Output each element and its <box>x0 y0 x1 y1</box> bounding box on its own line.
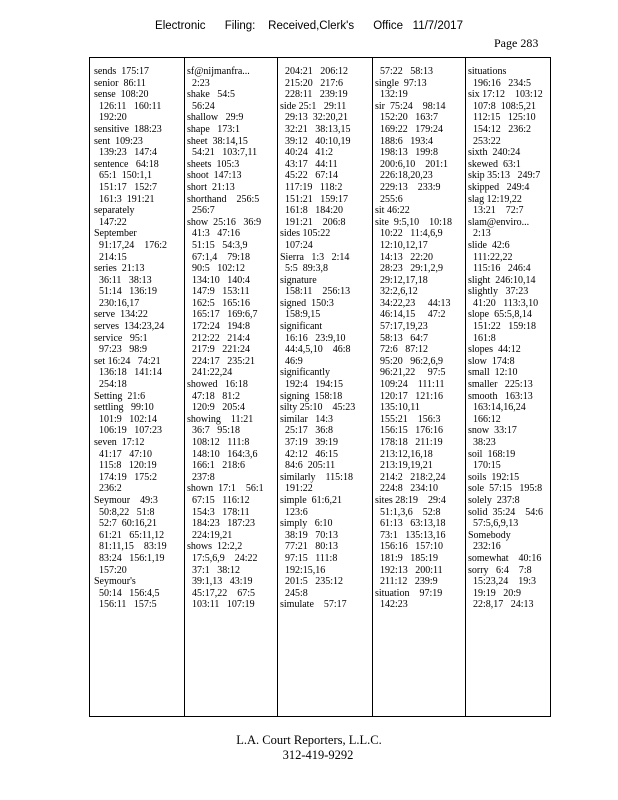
index-entry: 188:6 193:4 <box>375 135 434 147</box>
index-entry: 135:10,11 <box>375 402 420 414</box>
index-entry: signing 158:18 <box>280 390 343 402</box>
index-entry: 147:9 153:11 <box>187 286 250 298</box>
index-entry: signature <box>280 274 317 286</box>
index-entry: 108:12 111:8 <box>187 437 250 448</box>
index-entry: 154:12 236:2 <box>468 123 532 135</box>
index-entry: slope 65:5,8,14 <box>468 309 532 321</box>
index-entry: 13:21 72:7 <box>468 205 524 217</box>
index-entry: 241:22,24 <box>187 367 233 379</box>
index-entry: 158:11 256:13 <box>280 286 351 298</box>
index-entry: 95:20 96:2,6,9 <box>375 355 444 367</box>
index-entry: 45:17,22 67:5 <box>187 587 256 599</box>
index-entry: similar 14:3 <box>280 413 334 425</box>
index-entry: 181:9 185:19 <box>375 552 439 564</box>
index-entry: 97:15 111:8 <box>280 552 338 564</box>
index-entry: 204:21 206:12 <box>280 66 349 77</box>
index-entry: 2:23 <box>187 77 210 89</box>
index-entry: slight 246:10,14 <box>468 274 536 286</box>
index-entry: side 25:1 29:11 <box>280 100 347 112</box>
index-entry: 56:24 <box>187 100 215 112</box>
index-entry: short 21:13 <box>187 181 235 193</box>
index-entry: 120:17 121:16 <box>375 390 444 402</box>
index-entry: 50:8,22 51:8 <box>94 506 155 518</box>
index-entry: 224:8 234:10 <box>375 483 439 495</box>
index-entry: solely 237:8 <box>468 494 520 506</box>
index-entry: 166:12 <box>468 413 501 425</box>
index-entry: shown 17:1 56:1 <box>187 483 264 495</box>
index-entry: silty 25:10 45:23 <box>280 402 356 414</box>
index-entry: Seymour's <box>94 576 136 588</box>
index-entry: 41:3 47:16 <box>187 228 241 240</box>
index-entry: small 12:10 <box>468 367 518 379</box>
index-entry: 109:24 111:11 <box>375 379 445 391</box>
index-entry: 232:16 <box>468 541 501 553</box>
index-entry: shows 12:2,2 <box>187 541 243 553</box>
index-entry: service 95:1 <box>94 332 148 344</box>
index-entry: 106:19 107:23 <box>94 425 163 437</box>
index-column-4 <box>375 58 465 716</box>
index-entry: 157:20 <box>94 564 127 576</box>
index-entry: 46:9 <box>280 355 303 367</box>
index-entry: sides 105:22 <box>280 228 331 240</box>
index-entry: 36:7 95:18 <box>187 425 241 437</box>
index-entry: 22:8,17 24:13 <box>468 599 534 611</box>
index-entry: somewhat 40:16 <box>468 552 542 564</box>
index-entry: situation 97:19 <box>375 587 443 599</box>
index-entry: sorry 6:4 7:8 <box>468 564 532 576</box>
court-reporter-name: L.A. Court Reporters, L.L.C. <box>236 733 382 747</box>
index-entry: 151:22 159:18 <box>468 321 537 333</box>
index-entry: sites 28:19 29:4 <box>375 494 446 506</box>
index-entry: show 25:16 36:9 <box>187 216 262 228</box>
index-entry: 201:5 235:12 <box>280 576 344 588</box>
index-entry: 57:22 58:13 <box>375 66 434 77</box>
index-entry: similarly 115:18 <box>280 471 353 483</box>
index-entry: sheets 105:3 <box>187 158 240 170</box>
index-entry: 134:10 140:4 <box>187 274 251 286</box>
index-entry: 90:5 102:12 <box>187 263 246 275</box>
index-entry: 12:10,12,17 <box>375 239 428 251</box>
index-entry: 54:21 103:7,11 <box>187 147 258 159</box>
index-entry: 161:8 184:20 <box>280 205 344 217</box>
index-entry: 16:16 23:9,10 <box>280 332 346 344</box>
index-entry: settling 99:10 <box>94 402 154 414</box>
index-entry: smooth 163:13 <box>468 390 533 402</box>
index-entry: 147:22 <box>94 216 127 228</box>
index-entry: 103:11 107:19 <box>187 599 255 611</box>
index-entry: 154:3 178:11 <box>187 506 250 518</box>
index-entry: 29:12,17,18 <box>375 274 428 286</box>
index-entry: 237:8 <box>187 471 215 483</box>
index-entry: 236:2 <box>94 483 122 495</box>
index-entry: sentence 64:18 <box>94 158 159 170</box>
index-entry: 83:24 156:1,19 <box>94 552 165 564</box>
index-entry: 178:18 211:19 <box>375 437 443 448</box>
index-entry: 192:20 <box>94 112 127 124</box>
index-entry: 117:19 118:2 <box>280 181 343 193</box>
index-entry: 148:10 164:3,6 <box>187 448 258 460</box>
index-entry: shorthand 256:5 <box>187 193 260 205</box>
index-entry: solid 35:24 54:6 <box>468 506 544 518</box>
index-entry: 37:1 38:12 <box>187 564 241 576</box>
index-entry: 17:5,6,9 24:22 <box>187 552 258 564</box>
index-entry: 43:17 44:11 <box>280 158 338 170</box>
index-entry: 136:18 141:14 <box>94 367 163 379</box>
index-entry: 5:5 89:3,8 <box>280 263 329 275</box>
index-entry: simulate 57:17 <box>280 599 347 611</box>
index-entry: 67:1,4 79:18 <box>187 251 251 263</box>
index-entry: 42:12 46:15 <box>280 448 339 460</box>
index-entry: 155:21 156:3 <box>375 413 441 425</box>
index-entry: 161:3 191:21 <box>94 193 155 205</box>
index-entry: 214:2 218:2,24 <box>375 471 446 483</box>
index-entry: 156:15 176:16 <box>375 425 444 437</box>
index-entry: showing 11:21 <box>187 413 254 425</box>
index-entry: 47:18 81:2 <box>187 390 241 402</box>
index-entry: 156:16 157:10 <box>375 541 444 553</box>
index-entry: serves 134:23,24 <box>94 321 165 333</box>
index-entry: 38:19 70:13 <box>280 529 339 541</box>
index-entry: 212:22 214:4 <box>187 332 251 344</box>
index-entry: shallow 29:9 <box>187 112 244 124</box>
index-entry: September <box>94 228 137 240</box>
index-entry: 77:21 80:13 <box>280 541 339 553</box>
index-entry: simply 6:10 <box>280 518 333 530</box>
index-entry: simple 61:6,21 <box>280 494 342 506</box>
index-entry: 163:14,16,24 <box>468 402 526 414</box>
index-entry: 254:18 <box>94 379 127 391</box>
index-entry: 192:4 194:15 <box>280 379 344 391</box>
index-entry: 52:7 60:16,21 <box>94 518 158 530</box>
index-entry: 170:15 <box>468 460 501 472</box>
index-entry: six 17:12 103:12 <box>468 89 543 101</box>
index-entry: 32:2,6,12 <box>375 286 418 298</box>
index-entry: 28:23 29:1,2,9 <box>375 263 444 275</box>
index-entry: 198:13 199:8 <box>375 147 439 159</box>
index-entry: slam@enviro... <box>468 216 530 228</box>
index-entry: 41:20 113:3,10 <box>468 297 539 309</box>
index-entry: sensitive 188:23 <box>94 123 162 135</box>
index-entry: 61:13 63:13,18 <box>375 518 446 530</box>
index-entry: series 21:13 <box>94 263 145 275</box>
index-entry: significantly <box>280 367 330 379</box>
index-entry: 10:22 11:4,6,9 <box>375 228 443 240</box>
court-reporter-phone: 312-419-9292 <box>282 748 354 762</box>
index-entry: 72:6 87:12 <box>375 344 429 356</box>
index-entry: 224:17 235:21 <box>187 355 256 367</box>
index-entry: 161:8 <box>468 332 496 344</box>
index-entry: sense 108:20 <box>94 89 149 101</box>
index-entry: 151:17 152:7 <box>94 181 158 193</box>
index-entry: 256:7 <box>187 205 215 217</box>
index-entry: sends 175:17 <box>94 66 149 77</box>
index-entry: slide 42:6 <box>468 239 510 251</box>
index-entry: 51:14 136:19 <box>94 286 158 298</box>
index-entry: shake 54:5 <box>187 89 236 101</box>
index-entry: 57:17,19,23 <box>375 321 428 333</box>
index-entry: 41:17 47:10 <box>94 448 153 460</box>
index-entry: 142:23 <box>375 599 408 611</box>
index-entry: sit 46:22 <box>375 205 410 217</box>
index-entry: 215:20 217:6 <box>280 77 344 89</box>
index-entry: 19:19 20:9 <box>468 587 522 599</box>
index-entry: 51:1,3,6 52:8 <box>375 506 441 518</box>
index-entry: slow 174:8 <box>468 355 515 367</box>
index-entry: 14:13 22:20 <box>375 251 434 263</box>
index-entry: 200:6,10 201:1 <box>375 158 449 170</box>
index-entry: 169:22 179:24 <box>375 123 444 135</box>
index-entry: 211:12 239:9 <box>375 576 438 588</box>
index-entry: 139:23 147:4 <box>94 147 158 159</box>
index-entry: sole 57:15 195:8 <box>468 483 543 495</box>
index-entry: 174:19 175:2 <box>94 471 158 483</box>
index-entry: signed 150:3 <box>280 297 334 309</box>
index-entry: 107:8 108:5,21 <box>468 100 537 112</box>
index-entry: 158:9,15 <box>280 309 321 321</box>
index-entry: senior 86:11 <box>94 77 146 89</box>
index-entry: 152:20 163:7 <box>375 112 439 124</box>
index-entry: 213:12,16,18 <box>375 448 433 460</box>
index-entry: 58:13 64:7 <box>375 332 429 344</box>
index-entry: 37:19 39:19 <box>280 437 339 448</box>
column-divider <box>277 58 278 716</box>
index-entry: soils 192:15 <box>468 471 520 483</box>
index-entry: 34:22,23 44:13 <box>375 297 451 309</box>
index-entry: 67:15 116:12 <box>187 494 250 506</box>
index-column-1 <box>94 58 184 716</box>
index-entry: 115:16 246:4 <box>468 263 531 275</box>
index-entry: 32:21 38:13,15 <box>280 123 351 135</box>
index-entry: shoot 147:13 <box>187 170 242 182</box>
index-entry: sent 109:23 <box>94 135 143 147</box>
index-entry: 46:14,15 47:2 <box>375 309 446 321</box>
index-entry: 36:11 38:13 <box>94 274 152 286</box>
index-entry: 57:5,6,9,13 <box>468 518 519 530</box>
index-entry: 255:6 <box>375 193 403 205</box>
index-entry: 162:5 165:16 <box>187 297 251 309</box>
index-entry: skewed 63:1 <box>468 158 521 170</box>
index-entry: 39:12 40:10,19 <box>280 135 351 147</box>
index-entry: slightly 37:23 <box>468 286 529 298</box>
index-entry: 217:9 221:24 <box>187 344 251 356</box>
index-entry: skip 35:13 249:7 <box>468 170 541 182</box>
index-entry: 112:15 125:10 <box>468 112 536 124</box>
index-entry: 45:22 67:14 <box>280 170 339 182</box>
index-entry: snow 33:17 <box>468 425 517 437</box>
index-entry: slopes 44:12 <box>468 344 521 356</box>
index-entry: 191:22 <box>280 483 313 495</box>
index-entry: 226:18,20,23 <box>375 170 433 182</box>
index-entry: 15:23,24 19:3 <box>468 576 537 588</box>
index-entry: 126:11 160:11 <box>94 100 162 112</box>
index-entry: 196:16 234:5 <box>468 77 532 89</box>
filing-stamp-header: Electronic Filing: Received,Clerk's Office 11/7/2017 <box>155 20 463 32</box>
index-entry: sheet 38:14,15 <box>187 135 248 147</box>
index-column-3 <box>280 58 372 716</box>
index-entry: Seymour 49:3 <box>94 494 158 506</box>
index-entry: 91:17,24 176:2 <box>94 239 168 251</box>
index-entry: 115:8 120:19 <box>94 460 157 472</box>
index-entry: sixth 240:24 <box>468 147 521 159</box>
index-entry: significant <box>280 321 323 333</box>
index-entry: 229:13 233:9 <box>375 181 441 193</box>
column-divider <box>465 58 466 716</box>
index-entry: 51:15 54:3,9 <box>187 239 248 251</box>
index-entry: 39:1,13 43:19 <box>187 576 253 588</box>
index-entry: 40:24 41:2 <box>280 147 334 159</box>
index-entry: seven 17:12 <box>94 437 145 448</box>
index-entry: smaller 225:13 <box>468 379 533 391</box>
index-entry: 29:13 32:20,21 <box>280 112 349 124</box>
index-entry: 230:16,17 <box>94 297 140 309</box>
index-entry: 156:11 157:5 <box>94 599 157 611</box>
index-entry: 73:1 135:13,16 <box>375 529 446 541</box>
index-entry: 38:23 <box>468 437 496 448</box>
index-entry: 97:23 98:9 <box>94 344 148 356</box>
index-entry: 61:21 65:11,12 <box>94 529 165 541</box>
index-entry: 214:15 <box>94 251 127 263</box>
index-entry: 192:13 200:11 <box>375 564 443 576</box>
index-entry: sir 75:24 98:14 <box>375 100 446 112</box>
index-entry: 111:22,22 <box>468 251 513 263</box>
index-entry: soil 168:19 <box>468 448 516 460</box>
index-entry: 245:8 <box>280 587 308 599</box>
index-entry: 224:19,21 <box>187 529 233 541</box>
index-entry: Somebody <box>468 529 511 541</box>
index-entry: 191:21 206:8 <box>280 216 346 228</box>
index-entry: 166:1 218:6 <box>187 460 246 472</box>
index-entry: shape 173:1 <box>187 123 241 135</box>
column-divider <box>184 58 185 716</box>
index-entry: 123:6 <box>280 506 308 518</box>
index-entry: Setting 21:6 <box>94 390 146 402</box>
index-entry: 84:6 205:11 <box>280 460 336 472</box>
index-entry: 213:19,19,21 <box>375 460 433 472</box>
index-entry: showed 16:18 <box>187 379 248 391</box>
index-entry: 2:13 <box>468 228 491 240</box>
index-entry: 107:24 <box>280 239 313 251</box>
index-entry: 81:11,15 83:19 <box>94 541 167 553</box>
index-entry: 228:11 239:19 <box>280 89 348 101</box>
index-entry: 50:14 156:4,5 <box>94 587 160 599</box>
index-entry: skipped 249:4 <box>468 181 530 193</box>
index-entry: Sierra 1:3 2:14 <box>280 251 350 263</box>
index-entry: 120:9 205:4 <box>187 402 246 414</box>
index-entry: situations <box>468 66 507 77</box>
index-entry: 165:17 169:6,7 <box>187 309 258 321</box>
index-entry: 44:4,5,10 46:8 <box>280 344 351 356</box>
index-column-5 <box>468 58 550 716</box>
index-column-2 <box>187 58 277 716</box>
page-footer <box>0 733 618 763</box>
index-entry: set 16:24 74:21 <box>94 355 161 367</box>
index-entry: 184:23 187:23 <box>187 518 256 530</box>
index-entry: 253:22 <box>468 135 501 147</box>
index-entry: 192:15,16 <box>280 564 326 576</box>
index-entry: 25:17 36:8 <box>280 425 334 437</box>
page-number: Page 283 <box>494 36 539 50</box>
column-divider <box>372 58 373 716</box>
index-entry: 132:19 <box>375 89 408 101</box>
index-entry: site 9:5,10 10:18 <box>375 216 452 228</box>
index-entry: 96:21,22 97:5 <box>375 367 446 379</box>
index-entry: 65:1 150:1,1 <box>94 170 153 182</box>
index-entry: separately <box>94 205 135 217</box>
index-entry: single 97:13 <box>375 77 427 89</box>
index-entry: slag 12:19,22 <box>468 193 522 205</box>
index-entry: sf@nijmanfra... <box>187 66 250 77</box>
index-entry: 151:21 159:17 <box>280 193 349 205</box>
index-entry: serve 134:22 <box>94 309 148 321</box>
index-entry: 172:24 194:8 <box>187 321 251 333</box>
index-entry: 101:9 102:14 <box>94 413 158 425</box>
